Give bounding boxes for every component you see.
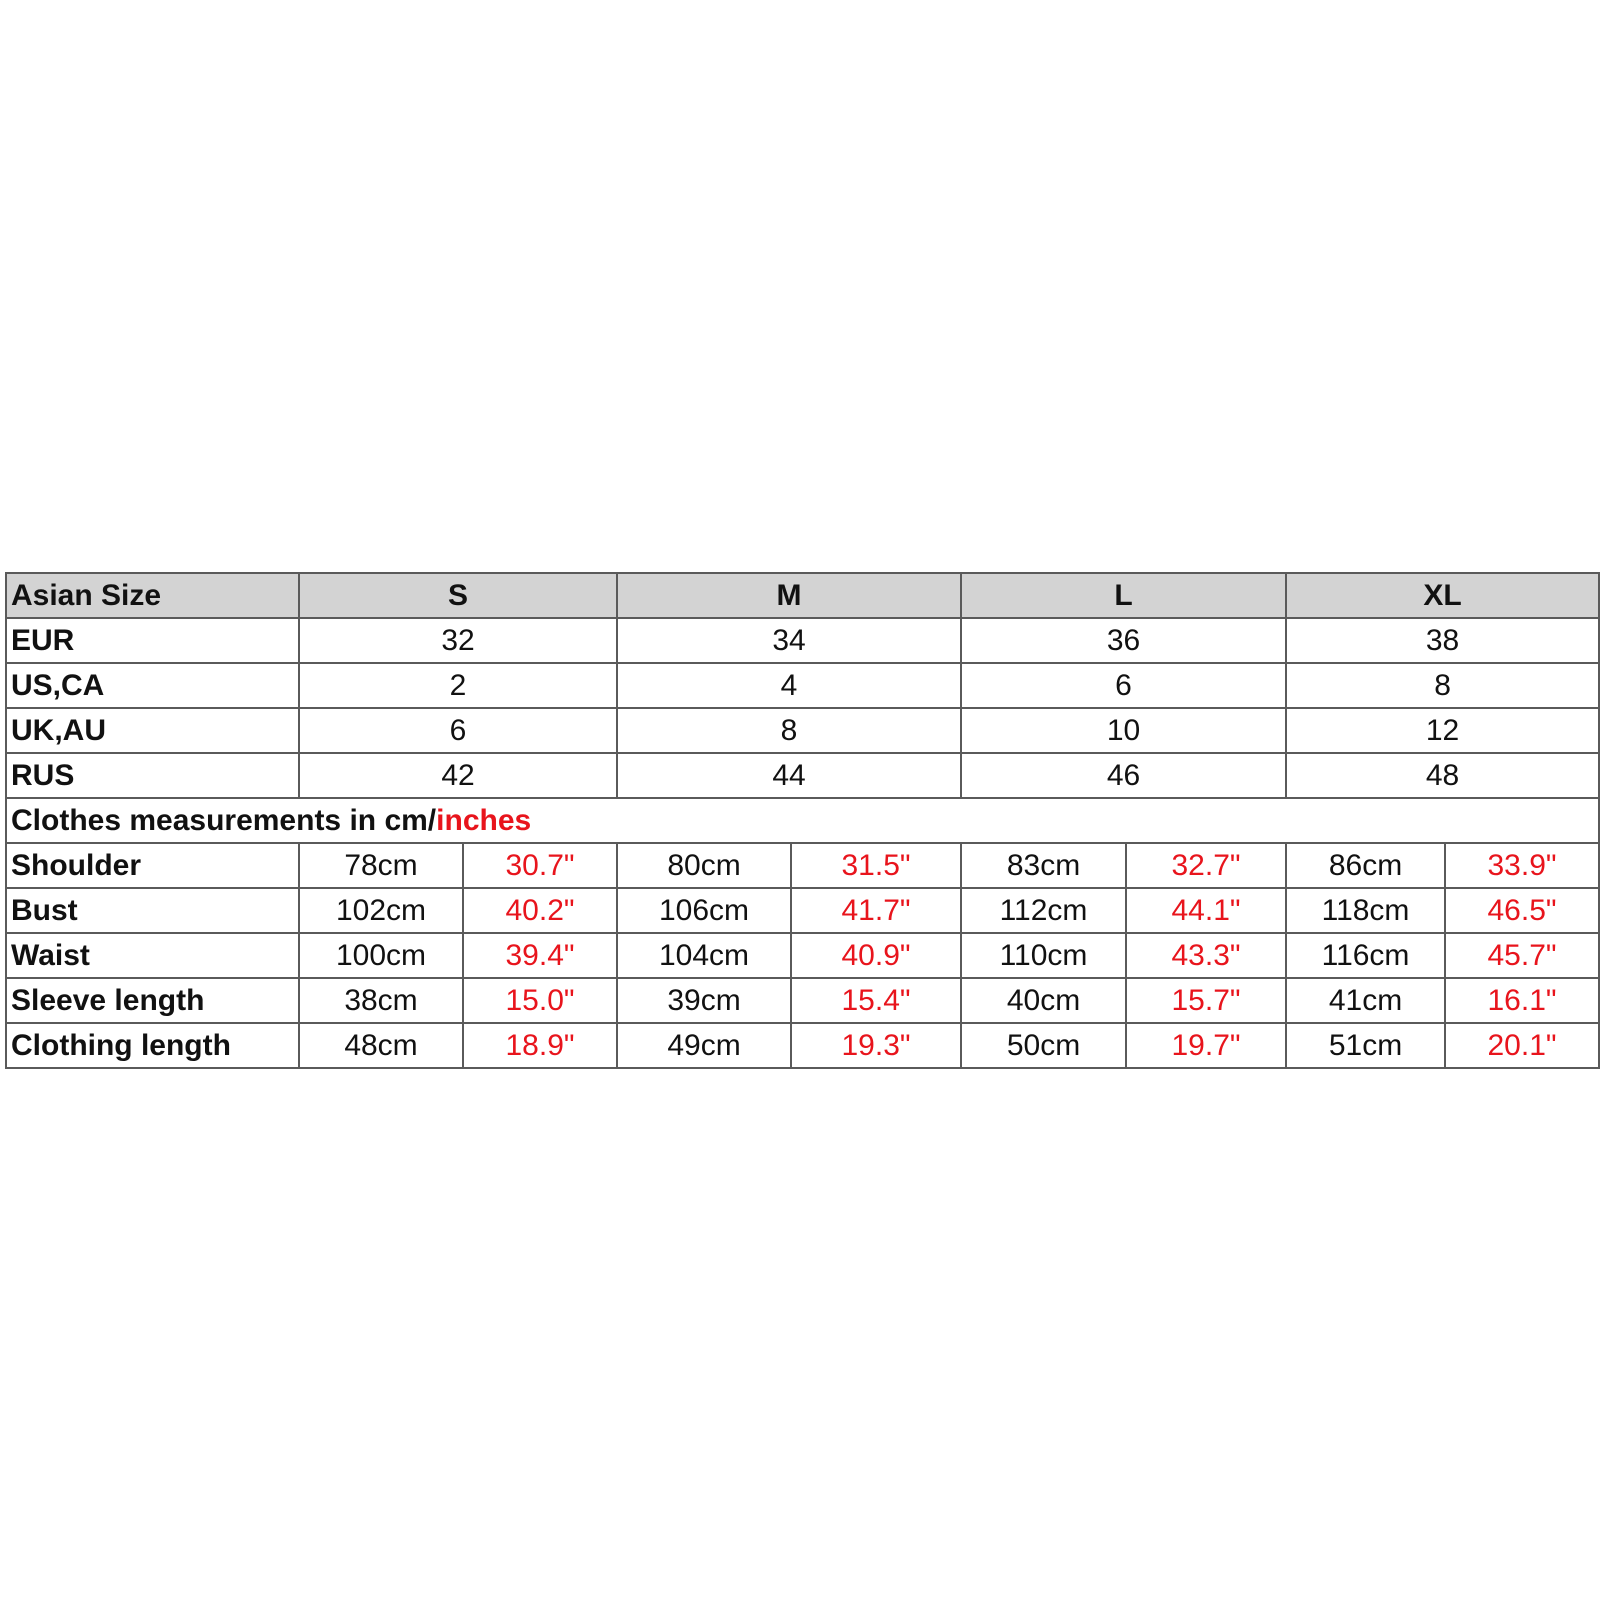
size-l-header: L <box>961 573 1286 618</box>
row-label: Sleeve length <box>6 978 299 1023</box>
inch-cell: 33.9" <box>1445 843 1599 888</box>
inch-cell: 19.3" <box>791 1023 961 1068</box>
conversion-row-us-ca <box>6 663 1599 708</box>
cm-cell: 40cm <box>961 978 1126 1023</box>
table-cell: 36 <box>961 618 1286 663</box>
inch-cell: 30.7" <box>463 843 617 888</box>
table-cell: 6 <box>299 708 617 753</box>
inch-cell: 15.4" <box>791 978 961 1023</box>
inch-cell: 43.3" <box>1126 933 1286 978</box>
cm-cell: 48cm <box>299 1023 463 1068</box>
measurement-row-sleeve-length <box>6 978 1599 1023</box>
cm-cell: 104cm <box>617 933 791 978</box>
measurement-row-shoulder <box>6 843 1599 888</box>
cm-cell: 118cm <box>1286 888 1445 933</box>
inch-cell: 40.9" <box>791 933 961 978</box>
cm-cell: 51cm <box>1286 1023 1445 1068</box>
measurement-row-clothing-length <box>6 1023 1599 1068</box>
header-label: Asian Size <box>6 573 299 618</box>
cm-cell: 50cm <box>961 1023 1126 1068</box>
cm-cell: 100cm <box>299 933 463 978</box>
row-label: UK,AU <box>6 708 299 753</box>
row-label: US,CA <box>6 663 299 708</box>
row-label: Bust <box>6 888 299 933</box>
cm-cell: 102cm <box>299 888 463 933</box>
inch-cell: 16.1" <box>1445 978 1599 1023</box>
measurement-row-bust <box>6 888 1599 933</box>
cm-cell: 80cm <box>617 843 791 888</box>
table-cell: 34 <box>617 618 961 663</box>
table-cell: 46 <box>961 753 1286 798</box>
inch-cell: 31.5" <box>791 843 961 888</box>
size-header-row <box>6 573 1599 618</box>
row-label: Waist <box>6 933 299 978</box>
cm-cell: 116cm <box>1286 933 1445 978</box>
measurement-row-waist <box>6 933 1599 978</box>
cm-cell: 39cm <box>617 978 791 1023</box>
conversion-row-eur <box>6 618 1599 663</box>
table-cell: 32 <box>299 618 617 663</box>
row-label: Clothing length <box>6 1023 299 1068</box>
inch-cell: 15.0" <box>463 978 617 1023</box>
inch-cell: 41.7" <box>791 888 961 933</box>
cm-cell: 49cm <box>617 1023 791 1068</box>
row-label: Shoulder <box>6 843 299 888</box>
section-title-text: Clothes measurements in cm/ <box>11 803 437 837</box>
inch-cell: 18.9" <box>463 1023 617 1068</box>
cm-cell: 110cm <box>961 933 1126 978</box>
inch-cell: 19.7" <box>1126 1023 1286 1068</box>
table-cell: 8 <box>1286 663 1599 708</box>
inch-cell: 46.5" <box>1445 888 1599 933</box>
cm-cell: 86cm <box>1286 843 1445 888</box>
table-cell: 4 <box>617 663 961 708</box>
size-m-header: M <box>617 573 961 618</box>
inch-cell: 40.2" <box>463 888 617 933</box>
size-xl-header: XL <box>1286 573 1599 618</box>
inch-cell: 39.4" <box>463 933 617 978</box>
table-cell: 38 <box>1286 618 1599 663</box>
conversion-row-rus <box>6 753 1599 798</box>
inch-cell: 20.1" <box>1445 1023 1599 1068</box>
cm-cell: 106cm <box>617 888 791 933</box>
table-cell: 12 <box>1286 708 1599 753</box>
inch-cell: 44.1" <box>1126 888 1286 933</box>
table-cell: 48 <box>1286 753 1599 798</box>
table-cell: 6 <box>961 663 1286 708</box>
size-s-header: S <box>299 573 617 618</box>
conversion-row-uk-au <box>6 708 1599 753</box>
table-cell: 44 <box>617 753 961 798</box>
section-title <box>6 798 1599 843</box>
inch-cell: 15.7" <box>1126 978 1286 1023</box>
table-cell: 10 <box>961 708 1286 753</box>
cm-cell: 83cm <box>961 843 1126 888</box>
size-chart-table <box>5 572 1600 1069</box>
section-title-inches: inches <box>436 803 532 837</box>
inch-cell: 45.7" <box>1445 933 1599 978</box>
cm-cell: 41cm <box>1286 978 1445 1023</box>
inch-cell: 32.7" <box>1126 843 1286 888</box>
table-cell: 2 <box>299 663 617 708</box>
measurements-section-row <box>6 798 1599 843</box>
cm-cell: 112cm <box>961 888 1126 933</box>
row-label: RUS <box>6 753 299 798</box>
row-label: EUR <box>6 618 299 663</box>
cm-cell: 38cm <box>299 978 463 1023</box>
table-cell: 8 <box>617 708 961 753</box>
cm-cell: 78cm <box>299 843 463 888</box>
table-cell: 42 <box>299 753 617 798</box>
